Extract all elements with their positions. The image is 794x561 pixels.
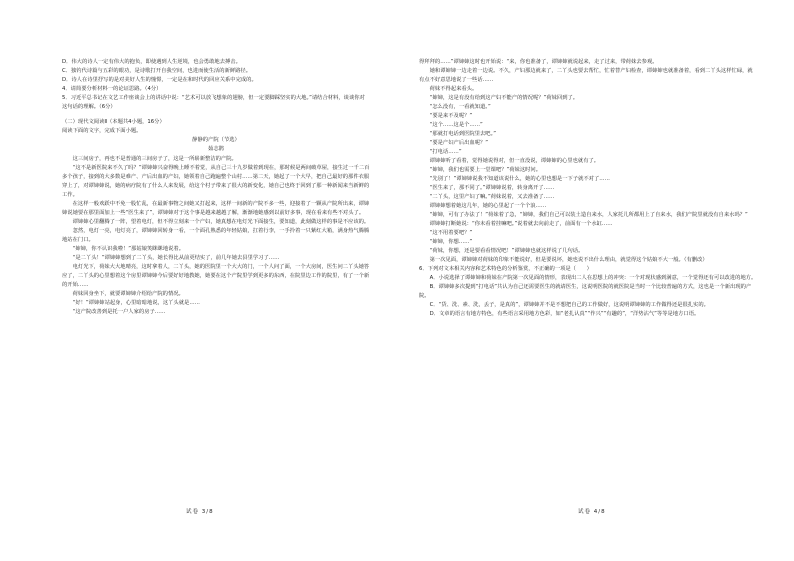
answer-option: C．“货、洗、素、洗，丢子，是真的”，谭婶婶并不是不想把自己的工作做好，这说明谭婶婶的工作做得还是很扎实的。 (429, 302, 709, 308)
question-item: 4．请简要分析材料一的论证思路。（4分） (62, 86, 162, 92)
story-paragraph: “这个……这是个……” (429, 122, 483, 128)
story-paragraph: “婶婶，你不认识我啦！”那姑娘笑眯眯地说着。 (72, 246, 185, 252)
story-paragraph: “医生来了，那不同了。”谭婶婶说着，转身离开了…… (429, 185, 555, 191)
answer-option: D．文章的语言有地方特色，有些语言采用地方色彩，如“老扎认真”“作兴”“有趣的”，“洋势沾气”等等是地方口语。 (429, 311, 700, 317)
answer-option: A．小说选择了谭婶婶和荷妹在产院第一次见面的情形，表现出二人在思想上的冲突：一个对现状感到满意，一个觉得还有可以改进的地方。 (429, 275, 757, 281)
story-paragraph: “要是产妇产后出血呢？” (429, 140, 489, 146)
story-paragraph: “这不是新医院来不久了吗？”谭婶婶兴奋得晚上睡不着觉，从自己三十九岁做着到现在，那时候是两间破草屋，接生过一千二百多个孩子，接到的大多数是难产、产后出血的产妇，她领着自己跑遍整个山村……第二天，她起了一个大早，把自己最好的那件衣服穿上了，对谭婶婶说，她的病疗院有了什么人来发展，给这个村子带来了很大的新变化，她自己也终于回到了那一种新闻来当新鲜的工作。 (62, 165, 370, 198)
question-item: 5．习近平总书记在文艺工作座谈会上的讲话中说：“艺术可以放飞想象的翅膀，但一定要脚踩坚实的大地。”请结合材料，谈谈你对这句话的理解。（6分） (62, 95, 365, 110)
story-paragraph: 这三间房子，再也不是普通的三间房子了，这是一所崭新整洁的产院。 (72, 156, 237, 162)
story-paragraph: “那就打电话到医院里去吧。” (429, 131, 496, 137)
right-page-content (419, 58, 757, 319)
story-paragraph: “要是来不及呢？” (429, 113, 473, 119)
story-paragraph: 得拜拜的……”谭婶婶这时也开始说：“来，你也准备了，谭婶婶就说起来，走了过来，带荷妹去参观。 (419, 59, 658, 65)
left-page-content (62, 58, 370, 317)
story-paragraph: 谭婶婶打断她说：“你未看着挂嘛吧。”说着就去向前走了，前面有一个水缸…… (429, 221, 613, 227)
story-paragraph: 第一次见面，谭婶婶对荷妹的印象不能说好，但是要说坏，她也说不出什么理由，就觉得这个姑娘不大一般。（有删改） (429, 257, 708, 263)
answer-option: B．谭婶婶多次提到“打电话”共认为自己还需要医生的就请医生，这说明医院的就医院是当时一个比较普遍的方式，这也是一个新出现的产院。 (419, 284, 752, 299)
question-item: D．诗人在诗里抒写的是对美好人生的憧憬，一定是在和时代的回应关系中完成的。 (62, 77, 257, 83)
story-paragraph: “这不用着要吧？” (429, 230, 473, 236)
page-footer: 试卷 4/8 (578, 509, 606, 515)
story-paragraph: “怎么没有，一看就知道。” (429, 104, 491, 110)
story-paragraph: 电灯光下，荷妹大大地晴亮，这时拿着人，二丫头，她的医院里一个大大的门，一个人问了面，一个大房间，医生问二丫头她答应了，二丫头的心里想着这个房里谭婶婶今后要好好地教她，她要在这个产院里学到更多的东西，在院里边工作的院里，有了一个新的开始…… (62, 264, 370, 288)
story-title: 静静的产院（节选） (192, 137, 240, 143)
story-paragraph: “好！”谭婶婶站起身，心里暗暗地说，这丫头就是…… (72, 300, 200, 306)
story-paragraph: 忽然，电灯一亮，电灯亮了，谭婶婶回转身一看，一个面孔熟悉的年轻姑娘，扛着行李，一手拎着一只紫红大箱，满身热气腾腾地站在门口。 (62, 228, 370, 243)
section-heading: （二）现代文阅读Ⅱ（本题共4小题，16分） (62, 119, 165, 125)
story-paragraph: “打电话……” (429, 149, 462, 155)
instruction-text: 阅读下面的文字，完成下面小题。 (62, 128, 142, 134)
story-paragraph: 在这样一般欢跃中不免一股忙乱，在最新事物之间她又打起来，这样一间新的产院不多一些，迎接着了一颗从产院所出来，谭婶婶说她要在那里面加上一些“医生来了”，谭婶婶对于这个事是越来越越了解，渐渐地她感到以前好多事，现在看来有些不对头了。 (62, 201, 370, 216)
story-paragraph: “二丫头，这里产妇了嘛。”荷妹说着，又去准备了…… (429, 194, 555, 200)
story-paragraph: 她和谭婶婶一边走着一边说。不久，产妇那边就来了，二丫头也要去帮忙，忙着替产妇检查，谭婶婶也就准备着，看到二丫头这样忙碌，就有点不好意思地说了一些话…… (419, 68, 753, 83)
question-item: D．伟大的诗人一定有伟大的抱负，即使遇到人生逆境，也会勇敢地去搏击。 (62, 59, 241, 65)
story-paragraph: 谭婶婶心里翻腾了一阵，望着电灯，但不得立刻来一个产妇，她真想在电灯光下面接生，要知道，此刻做这样的事是不应该的。 (72, 219, 370, 225)
story-author: 茹志鹃 (208, 146, 224, 152)
question-item: C．独钓代诗篇与五彩的眼功，是诗歌打开自我空间，也进而使生活的新鲜路径。 (62, 68, 252, 74)
story-paragraph: 荷妹不得起来看头。 (429, 86, 478, 92)
story-paragraph: “婶婶，这是有没有给到这产妇不能产的情况呢？”荷妹回到了。 (429, 95, 579, 101)
story-paragraph: “婶婶，我们也需要上一堂课吧？”荷妹这时问。 (429, 167, 542, 173)
story-paragraph: 谭婶婶想着她这几年，她的心里起了一个个浪…… (429, 203, 547, 209)
story-paragraph: “这产院改善到是托一户人家的房子…… (72, 309, 166, 315)
story-paragraph: “是二丫头！”谭婶婶想到了二丫头，她长得比从前更结实了，前几年她去县里学习了…… (72, 255, 280, 261)
story-paragraph: 谭婶婶听了看着，觉得她说得对，但一直没说，谭婶婶的心里也就有了。 (429, 158, 600, 164)
question-stem: 6．下列对文本相关内容和艺术特色的分析鉴赏，不正确的一项是（ ） (419, 266, 592, 272)
story-paragraph: 荷妹回身坐下，就要谭婶婶介绍给产院的情况。 (72, 291, 184, 297)
right-page (397, 0, 794, 561)
story-paragraph: “婶婶，你想……” (429, 239, 473, 245)
story-paragraph: “婶婶，可有了办法了！”荷妹着了急，“婶婶，我们自己可以装土造自来水，人家托儿所都用上了自来水，我们产院里就没有自来水吗？” (429, 212, 748, 218)
story-paragraph: “荷妹，你想，还是要看看情况吧！”谭婶婶也就这样说了几句话。 (429, 248, 584, 254)
page-footer: 试卷 3/8 (186, 509, 214, 515)
story-paragraph: “先别了！”谭婶婶说我不知道该说什么，她的心里也想是一下子就不对了…… (429, 176, 610, 182)
